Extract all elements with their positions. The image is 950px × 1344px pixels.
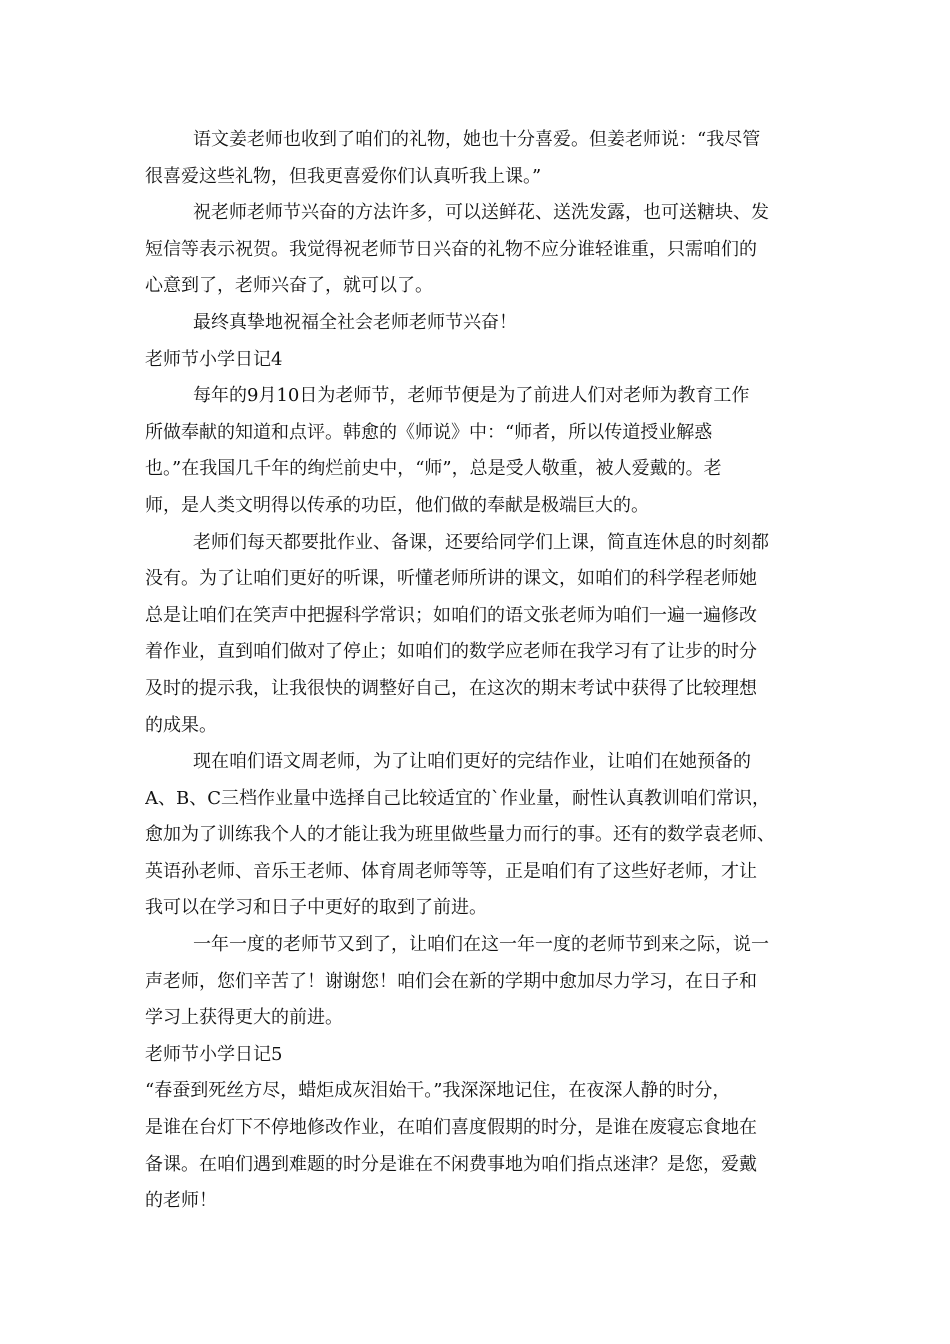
paragraph-line: 祝老师老师节兴奋的方法许多，可以送鲜花、送洗发露，也可送糖块、发: [193, 202, 769, 224]
document-body: [145, 122, 805, 1220]
paragraph-line: 所做奉献的知道和点评。韩愈的《师说》中：“师者，所以传道授业解惑: [145, 421, 713, 443]
paragraph-line: 声老师，您们辛苦了！谢谢您！咱们会在新的学期中愈加尽力学习，在日子和: [145, 970, 757, 992]
paragraph-line: 总是让咱们在笑声中把握科学常识；如咱们的语文张老师为咱们一遍一遍修改: [145, 604, 757, 626]
paragraph-line: 很喜爱这些礼物，但我更喜爱你们认真听我上课。”: [145, 165, 542, 187]
paragraph-line: 备课。在咱们遇到难题的时分是谁在不闲费事地为咱们指点迷津？是您，爱戴: [145, 1153, 757, 1175]
paragraph-line: 着作业，直到咱们做对了停止；如咱们的数学应老师在我学习有了让步的时分: [145, 641, 757, 663]
paragraph-line: 短信等表示祝贺。我觉得祝老师节日兴奋的礼物不应分谁轻谁重，只需咱们的: [145, 238, 757, 260]
paragraph-line: 及时的提示我，让我很快的调整好自己，在这次的期末考试中获得了比较理想: [145, 677, 757, 699]
paragraph-line: 师，是人类文明得以传承的功臣，他们做的奉献是极端巨大的。: [145, 494, 649, 516]
paragraph-line: 一年一度的老师节又到了，让咱们在这一年一度的老师节到来之际，说一: [193, 934, 769, 956]
paragraph-line: “春蚕到死丝方尽，蜡炬成灰泪始干。”我深深地记住，在夜深人静的时分，: [145, 1080, 731, 1102]
paragraph-line: 我可以在学习和日子中更好的取到了前进。: [145, 897, 487, 919]
paragraph-line: 英语孙老师、音乐王老师、体育周老师等等，正是咱们有了这些好老师，才让: [145, 860, 757, 882]
paragraph-line: 老师们每天都要批作业、备课，还要给同学们上课，简直连休息的时刻都: [193, 531, 769, 553]
paragraph-line: 每年的9月10日为老师节，老师节便是为了前进人们对老师为教育工作: [193, 385, 750, 407]
paragraph-line: 的老师！: [145, 1190, 217, 1212]
paragraph-line: A、B、C三档作业量中选择自己比较适宜的`作业量，耐性认真教训咱们常识，: [145, 787, 770, 809]
section-heading: 老师节小学日记5: [145, 1043, 283, 1065]
paragraph-line: 没有。为了让咱们更好的听课，听懂老师所讲的课文，如咱们的科学程老师她: [145, 568, 757, 590]
paragraph-line: 语文姜老师也收到了咱们的礼物，她也十分喜爱。但姜老师说：“我尽管: [193, 129, 761, 150]
paragraph-line: 的成果。: [145, 714, 217, 736]
paragraph-line: 是谁在台灯下不停地修改作业，在咱们喜度假期的时分，是谁在废寝忘食地在: [145, 1117, 757, 1139]
section-heading: 老师节小学日记4: [145, 348, 283, 370]
paragraph-line: 最终真挚地祝福全社会老师老师节兴奋！: [193, 311, 517, 333]
paragraph-line: 也。”在我国几千年的绚烂前史中，“师”，总是受人敬重，被人爱戴的。老: [145, 458, 722, 480]
paragraph-line: 心意到了，老师兴奋了，就可以了。: [145, 275, 433, 297]
paragraph-line: 学习上获得更大的前进。: [145, 1007, 343, 1029]
paragraph-line: 愈加为了训练我个人的才能让我为班里做些量力而行的事。还有的数学袁老师、: [145, 824, 775, 846]
paragraph-line: 现在咱们语文周老师，为了让咱们更好的完结作业，让咱们在她预备的: [193, 751, 751, 773]
